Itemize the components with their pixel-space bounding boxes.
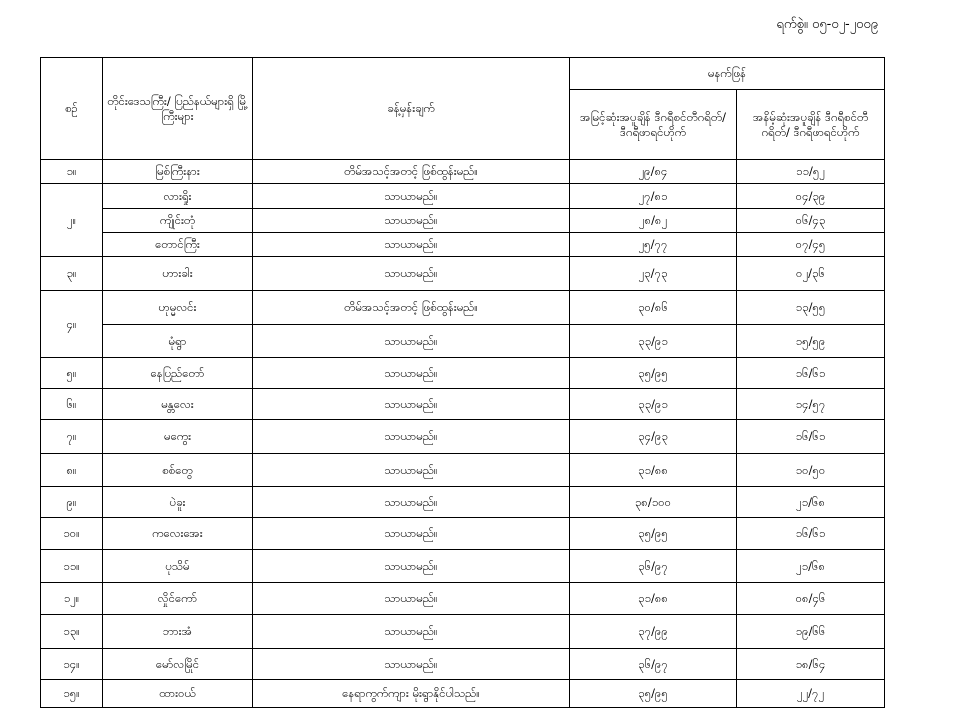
table-row [41, 487, 885, 518]
cell-min-temp: ၁၃/၅၅ [737, 291, 885, 325]
cell-max-temp: ၂၈/၈၂ [570, 209, 737, 233]
cell-min-temp: ၀၈/၄၆ [737, 583, 885, 615]
cell-min-temp: ၂၁/၆၈ [737, 550, 885, 583]
table-row [41, 454, 885, 487]
cell-max-temp: ၃၁/၈၈ [570, 454, 737, 487]
cell-serial: ၁၄။ [41, 649, 103, 680]
table-row [41, 358, 885, 389]
cell-serial: ၃။ [41, 257, 103, 291]
cell-min-temp: ၂၂/၇၂ [737, 680, 885, 708]
report-date: ရက်စွဲ။ ၀၅-၀၂-၂၀၀၉ [776, 17, 878, 32]
cell-city: မြစ်ကြီးနား [103, 160, 253, 184]
header-tomorrow: မနက်ဖြန် [570, 58, 885, 90]
cell-serial: ၁၁။ [41, 550, 103, 583]
cell-forecast: သာယာမည်။ [253, 257, 570, 291]
cell-max-temp: ၂၇/၈၁ [570, 184, 737, 209]
cell-serial: ၁၂။ [41, 583, 103, 615]
table-row [41, 160, 885, 184]
cell-city: ကလေးအေး [103, 518, 253, 550]
cell-city: ဟားခါး [103, 257, 253, 291]
cell-max-temp: ၃၅/၉၅ [570, 518, 737, 550]
cell-serial: ၁၅။ [41, 680, 103, 708]
cell-forecast: သာယာမည်။ [253, 184, 570, 209]
cell-serial: ၉။ [41, 487, 103, 518]
cell-min-temp: ၀၄/၃၉ [737, 184, 885, 209]
cell-min-temp: ၁၅/၅၉ [737, 325, 885, 358]
table-row [41, 233, 885, 257]
cell-forecast: သာယာမည်။ [253, 389, 570, 420]
cell-max-temp: ၃၃/၉၁ [570, 389, 737, 420]
cell-forecast: သာယာမည်။ [253, 358, 570, 389]
cell-city: မော်လမြိုင် [103, 649, 253, 680]
table-row [41, 518, 885, 550]
table-row [41, 389, 885, 420]
table-row [41, 615, 885, 649]
cell-city: နေပြည်တော် [103, 358, 253, 389]
cell-serial: ၆။ [41, 389, 103, 420]
cell-max-temp: ၂၉/၈၄ [570, 160, 737, 184]
cell-min-temp: ၁၈/၆၄ [737, 649, 885, 680]
header-min-temp: အနိမ့်ဆုံးအပူချိန် ဒီဂရီစင်တီဂရိတ်/ ဒီဂရီဖာရင်ဟိုက် [737, 90, 885, 160]
cell-max-temp: ၃၅/၉၅ [570, 680, 737, 708]
cell-city: လားရှိုး [103, 184, 253, 209]
table-row [41, 583, 885, 615]
cell-min-temp: ၁၄/၅၇ [737, 389, 885, 420]
cell-min-temp: ၁၆/၆၁ [737, 518, 885, 550]
cell-city: တောင်ကြီး [103, 233, 253, 257]
cell-forecast: သာယာမည်။ [253, 550, 570, 583]
header-max-temp: အမြင့်ဆုံးအပူချိန် ဒီဂရီစင်တီဂရိတ်/ ဒီဂရီဖာရင်ဟိုက် [570, 90, 737, 160]
cell-forecast: သာယာမည်။ [253, 454, 570, 487]
cell-forecast: သာယာမည်။ [253, 233, 570, 257]
forecast-table [40, 57, 885, 708]
cell-max-temp: ၃၅/၉၅ [570, 358, 737, 389]
cell-forecast: သာယာမည်။ [253, 615, 570, 649]
cell-min-temp: ၂၁/၆၈ [737, 487, 885, 518]
table-row [41, 680, 885, 708]
cell-min-temp: ၀၆/၄၃ [737, 209, 885, 233]
cell-city: ထားဝယ် [103, 680, 253, 708]
table-row [41, 550, 885, 583]
cell-forecast: တိမ်အသင့်အတင့် ဖြစ်ထွန်းမည်။ [253, 291, 570, 325]
table-row [41, 325, 885, 358]
cell-forecast: သာယာမည်။ [253, 420, 570, 454]
cell-forecast: သာယာမည်။ [253, 209, 570, 233]
cell-max-temp: ၂၅/၇၇ [570, 233, 737, 257]
cell-city: ပဲခူး [103, 487, 253, 518]
cell-city: မန္တလေး [103, 389, 253, 420]
cell-forecast: နေရာကွက်ကျား မိုးရွာနိုင်ပါသည်။ [253, 680, 570, 708]
cell-city: စစ်တွေ [103, 454, 253, 487]
cell-max-temp: ၃၆/၉၇ [570, 550, 737, 583]
cell-min-temp: ၁၁/၅၂ [737, 160, 885, 184]
cell-serial: ၈။ [41, 454, 103, 487]
cell-serial: ၄။ [41, 291, 103, 358]
cell-forecast: သာယာမည်။ [253, 325, 570, 358]
cell-min-temp: ၀၂/၃၆ [737, 257, 885, 291]
cell-max-temp: ၃၆/၉၇ [570, 649, 737, 680]
cell-city: မကွေး [103, 420, 253, 454]
cell-min-temp: ၀၇/၄၅ [737, 233, 885, 257]
cell-min-temp: ၁၉/၆၆ [737, 615, 885, 649]
cell-max-temp: ၃၈/၁၀၀ [570, 487, 737, 518]
cell-serial: ၇။ [41, 420, 103, 454]
cell-serial: ၁၃။ [41, 615, 103, 649]
cell-max-temp: ၃၃/၉၁ [570, 325, 737, 358]
cell-forecast: တိမ်အသင့်အတင့် ဖြစ်ထွန်းမည်။ [253, 160, 570, 184]
table-row [41, 257, 885, 291]
cell-min-temp: ၁၆/၆၁ [737, 358, 885, 389]
table-row [41, 649, 885, 680]
cell-city: ဘားအံ [103, 615, 253, 649]
cell-serial: ၁၀။ [41, 518, 103, 550]
cell-serial: ၁။ [41, 160, 103, 184]
cell-serial: ၂။ [41, 184, 103, 257]
header-forecast: ခန့်မှန်းချက် [253, 58, 570, 160]
table-row [41, 209, 885, 233]
cell-max-temp: ၃၁/၈၈ [570, 583, 737, 615]
cell-min-temp: ၁၀/၅၀ [737, 454, 885, 487]
table-row [41, 184, 885, 209]
cell-max-temp: ၂၃/၇၃ [570, 257, 737, 291]
cell-forecast: သာယာမည်။ [253, 649, 570, 680]
cell-city: ကျိုင်းတုံ [103, 209, 253, 233]
cell-forecast: သာယာမည်။ [253, 518, 570, 550]
cell-min-temp: ၁၆/၆၁ [737, 420, 885, 454]
cell-city: မုံရွာ [103, 325, 253, 358]
cell-max-temp: ၃၄/၉၃ [570, 420, 737, 454]
header-serial: စဉ် [41, 58, 103, 160]
cell-city: လှိုင်ကော် [103, 583, 253, 615]
table-row [41, 420, 885, 454]
cell-city: ပုသိမ် [103, 550, 253, 583]
table-row [41, 291, 885, 325]
cell-serial: ၅။ [41, 358, 103, 389]
cell-max-temp: ၃၀/၈၆ [570, 291, 737, 325]
header-city: တိုင်းဒေသကြီး/ ပြည်နယ်များရှိ မြို့ကြီးများ [103, 58, 253, 160]
cell-forecast: သာယာမည်။ [253, 487, 570, 518]
cell-forecast: သာယာမည်။ [253, 583, 570, 615]
cell-city: ဟုမ္မလင်း [103, 291, 253, 325]
cell-max-temp: ၃၇/၉၉ [570, 615, 737, 649]
